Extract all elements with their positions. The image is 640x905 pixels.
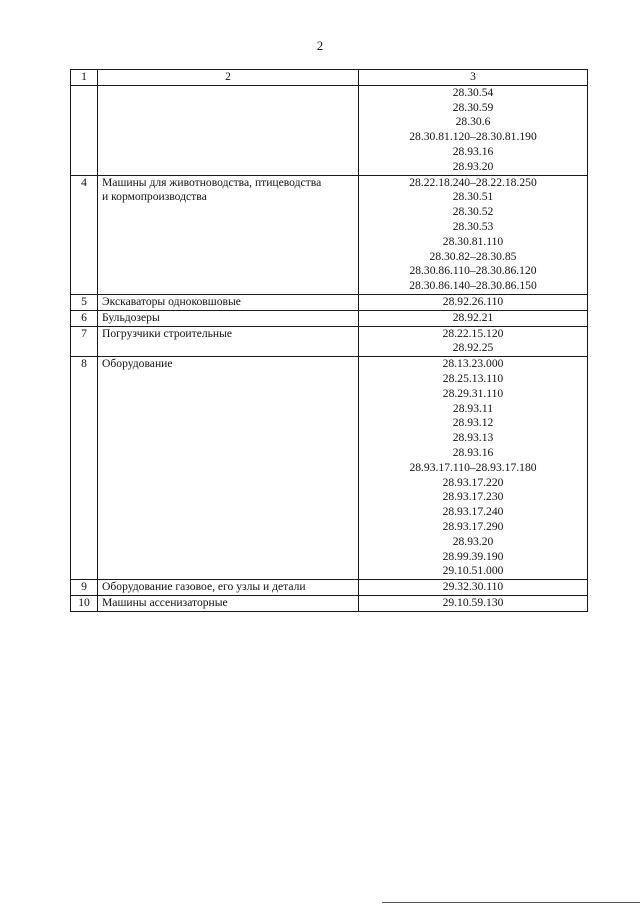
- classification-code: 28.93.13: [452, 431, 494, 445]
- equipment-name-line: Машины для животноводства, птицеводства: [102, 175, 322, 189]
- row-number: 10: [71, 595, 98, 611]
- classification-code: 28.29.31.110: [442, 386, 504, 400]
- equipment-name-line: Экскаваторы одноковшовые: [102, 294, 241, 308]
- equipment-name-line: Машины ассенизаторные: [102, 595, 228, 609]
- row-codes: [359, 595, 588, 611]
- classification-code: 28.93.12: [452, 416, 494, 430]
- classification-code: 28.92.26.110: [442, 294, 504, 308]
- row-codes: [359, 310, 588, 326]
- classification-code: 28.99.39.190: [442, 549, 504, 563]
- bottom-rule: [382, 902, 640, 903]
- classification-code: 28.30.52: [452, 205, 494, 219]
- table-row: [71, 310, 588, 326]
- row-equipment-name: [98, 85, 359, 175]
- classification-code: 28.22.15.120: [442, 326, 504, 340]
- table-header-row: [71, 70, 588, 86]
- table-row: [71, 175, 588, 294]
- header-cell-2: 2: [98, 70, 359, 86]
- classification-code: 28.30.51: [452, 190, 494, 204]
- classification-table: [70, 69, 588, 612]
- row-equipment-name: [98, 595, 359, 611]
- classification-code: 29.32.30.110: [442, 580, 504, 594]
- classification-code: 28.25.13.110: [442, 371, 504, 385]
- classification-code: 29.10.51.000: [442, 564, 504, 578]
- row-number: [71, 85, 98, 175]
- row-number: 7: [71, 326, 98, 357]
- classification-code: 28.22.18.240–28.22.18.250: [409, 175, 537, 189]
- table-row: [71, 326, 588, 357]
- classification-code: 28.93.16: [452, 144, 494, 158]
- classification-code: 28.93.16: [452, 445, 494, 459]
- classification-code: 28.30.59: [452, 100, 494, 114]
- table-row: [71, 357, 588, 580]
- classification-code: 28.93.17.110–28.93.17.180: [409, 460, 537, 474]
- table-row: [71, 85, 588, 175]
- table-row: [71, 580, 588, 596]
- classification-code: 28.93.17.290: [442, 519, 504, 533]
- row-codes: [359, 357, 588, 580]
- classification-code: 28.30.54: [452, 85, 494, 99]
- classification-code: 29.10.59.130: [442, 595, 504, 609]
- row-equipment-name: [98, 175, 359, 294]
- classification-code: 28.93.17.230: [442, 490, 504, 504]
- equipment-name-line: Бульдозеры: [102, 310, 160, 324]
- classification-code: 28.93.20: [452, 159, 494, 173]
- table-row: [71, 294, 588, 310]
- classification-code: 28.13.23.000: [442, 357, 504, 371]
- page-number: 2: [316, 38, 324, 53]
- classification-code: 28.30.86.110–28.30.86.120: [409, 264, 537, 278]
- classification-code: 28.30.82–28.30.85: [429, 249, 517, 263]
- equipment-name-line: Оборудование: [102, 357, 173, 371]
- classification-code: 28.30.86.140–28.30.86.150: [409, 279, 537, 293]
- equipment-name-line: Погрузчики строительные: [102, 326, 233, 340]
- row-number: 4: [71, 175, 98, 294]
- classification-code: 28.92.25: [452, 341, 494, 355]
- equipment-name-line: Оборудование газовое, его узлы и детали: [102, 580, 306, 594]
- classification-code: 28.93.17.220: [442, 475, 504, 489]
- row-equipment-name: [98, 294, 359, 310]
- classification-code: 28.93.17.240: [442, 505, 504, 519]
- row-equipment-name: [98, 357, 359, 580]
- row-codes: [359, 326, 588, 357]
- classification-code: 28.30.53: [452, 219, 494, 233]
- row-codes: [359, 175, 588, 294]
- classification-code: 28.93.20: [452, 534, 494, 548]
- row-codes: [359, 580, 588, 596]
- row-number: 6: [71, 310, 98, 326]
- table-row: [71, 595, 588, 611]
- classification-code: 28.30.81.120–28.30.81.190: [409, 130, 537, 144]
- row-number: 9: [71, 580, 98, 596]
- equipment-name-line: и кормопроизводства: [102, 190, 207, 204]
- header-cell-3: 3: [359, 70, 588, 86]
- row-codes: [359, 294, 588, 310]
- row-equipment-name: [98, 580, 359, 596]
- classification-code: 28.30.6: [455, 115, 491, 129]
- row-equipment-name: [98, 310, 359, 326]
- row-equipment-name: [98, 326, 359, 357]
- header-cell-1: 1: [71, 70, 98, 86]
- classification-code: 28.92.21: [452, 310, 494, 324]
- row-number: 5: [71, 294, 98, 310]
- row-number: 8: [71, 357, 98, 580]
- classification-code: 28.93.11: [452, 401, 494, 415]
- row-codes: [359, 85, 588, 175]
- classification-code: 28.30.81.110: [442, 234, 504, 248]
